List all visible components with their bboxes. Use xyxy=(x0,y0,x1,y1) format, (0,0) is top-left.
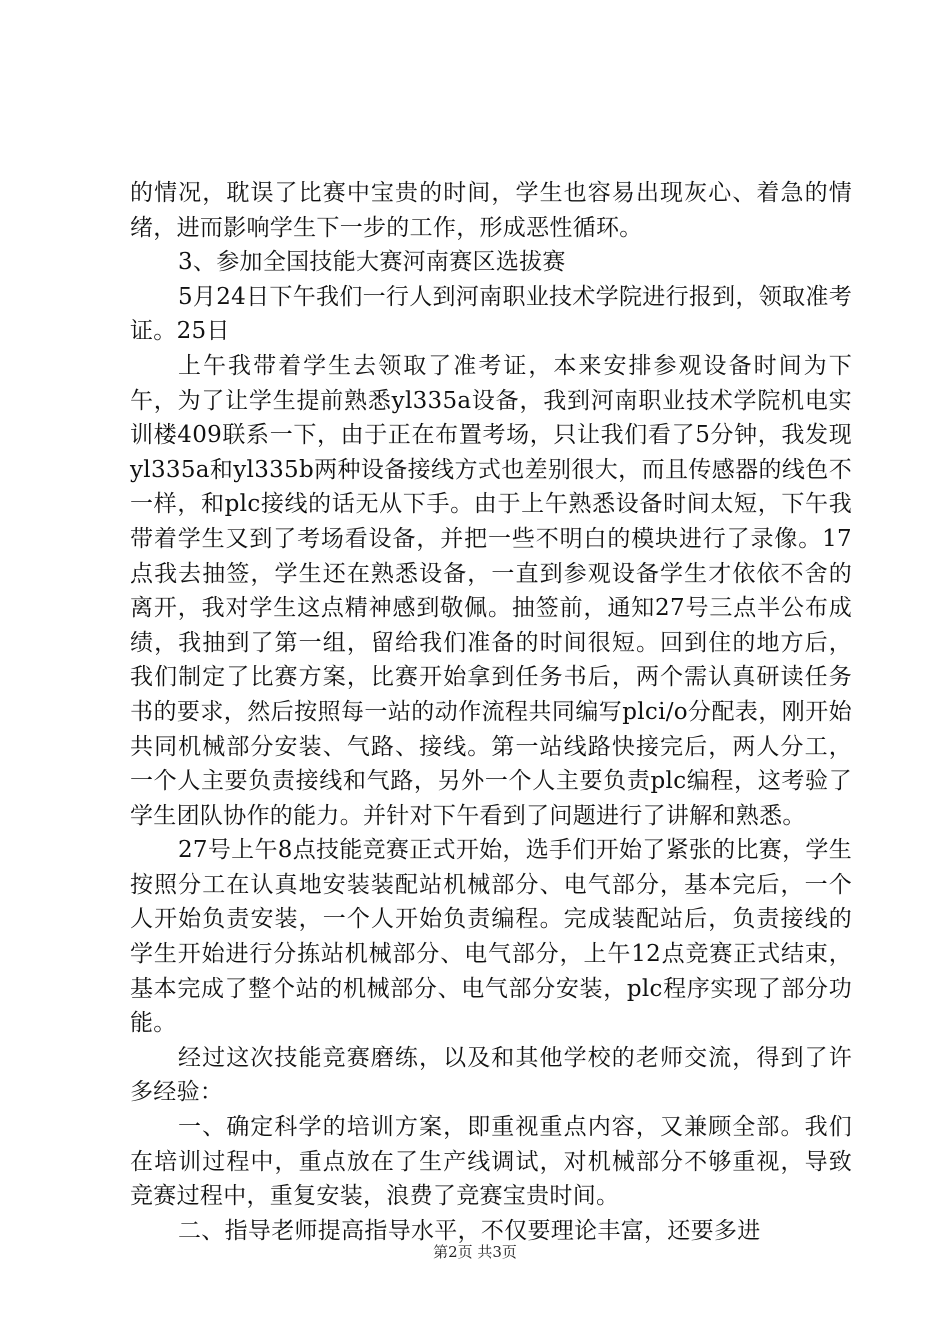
document-body xyxy=(130,176,852,1248)
page-number-footer: 第2页 共3页 xyxy=(433,1243,517,1261)
paragraph-2-heading: 3、参加全国技能大赛河南赛区选拔赛 xyxy=(178,249,566,276)
paragraph-6: 经过这次技能竞赛磨练，以及和其他学校的老师交流，得到了许多经验： xyxy=(130,1044,852,1106)
paragraph-5: 27号上午8点技能竞赛正式开始，选手们开始了紧张的比赛，学生按照分工在认真地安装装配站机械部分、电气部分，基本完后，一个人开始负责安装，一个人开始负责编程。完成装配站后，负责接线的学生开始进行分拣站机械部分、电气部分，上午12点竞赛正式结束，基本完成了整个站的机械部分、电气部分安装，plc程序实现了部分功能。 xyxy=(130,837,852,1037)
paragraph-3: 5月24日下午我们一行人到河南职业技术学院进行报到，领取准考证。25日 xyxy=(130,283,852,345)
paragraph-4: 上午我带着学生去领取了准考证，本来安排参观设备时间为下午，为了让学生提前熟悉yl335a设备，我到河南职业技术学院机电实训楼409联系一下，由于正在布置考场，只让我们看了5分钟，我发现yl335a和yl335b两种设备接线方式也差别很大，而且传感器的线色不一样，和plc接线的话无从下手。由于上午熟悉设备时间太短，下午我带着学生又到了考场看设备，并把一些不明白的模块进行了录像。17点我去抽签，学生还在熟悉设备，一直到参观设备学生才依依不舍的离开，我对学生这点精神感到敬佩。抽签前，通知27号三点半公布成绩，我抽到了第一组，留给我们准备的时间很短。回到住的地方后，我们制定了比赛方案，比赛开始拿到任务书后，两个需认真研读任务书的要求，然后按照每一站的动作流程共同编写plci/o分配表，刚开始共同机械部分安装、气路、接线。第一站线路快接完后，两人分工，一个人主要负责接线和气路，另外一个人主要负责plc编程，这考验了学生团队协作的能力。并针对下午看到了问题进行了讲解和熟悉。 xyxy=(130,352,852,829)
paragraph-1: 的情况，耽误了比赛中宝贵的时间，学生也容易出现灰心、着急的情绪，进而影响学生下一步的工作，形成恶性循环。 xyxy=(130,180,852,241)
paragraph-8: 二、指导老师提高指导水平，不仅要理论丰富，还要多进 xyxy=(178,1217,761,1244)
paragraph-7: 一、确定科学的培训方案，即重视重点内容，又兼顾全部。我们在培训过程中，重点放在了生产线调试，对机械部分不够重视，导致竞赛过程中，重复安装，浪费了竞赛宝贵时间。 xyxy=(130,1114,852,1210)
